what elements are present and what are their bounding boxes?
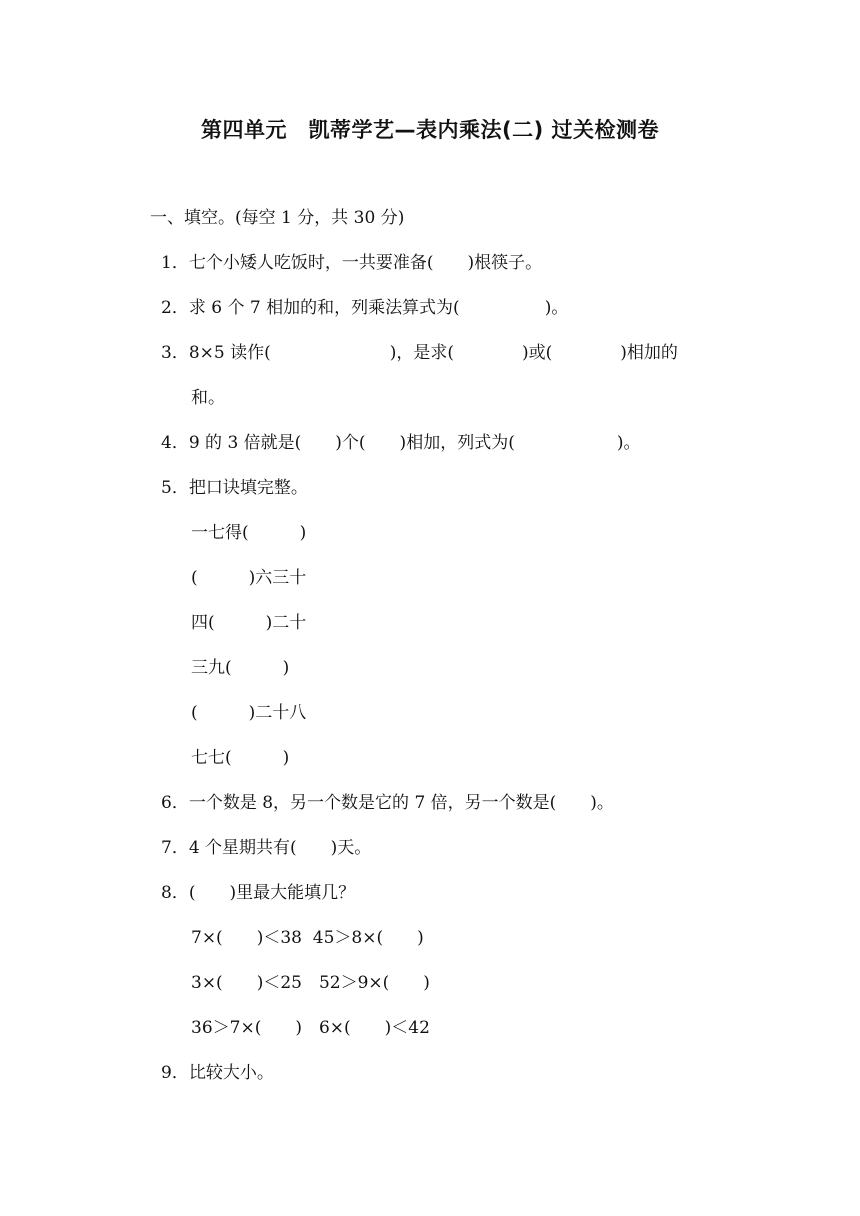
question-1: 1．七个小矮人吃饭时，一共要准备( )根筷子。	[161, 253, 543, 273]
question-2: 2．求 6 个 7 相加的和，列乘法算式为( )。	[161, 298, 569, 318]
question-9: 9．比较大小。	[161, 1063, 274, 1083]
inequality-line: 36＞7×( ) 6×( )＜42	[191, 1018, 430, 1038]
question-5: 5．把口诀填完整。	[161, 478, 308, 498]
section-heading: 一、填空。(每空 1 分，共 30 分)	[150, 208, 405, 228]
inequality-line: 3×( )＜25 52＞9×( )	[191, 973, 430, 993]
rhyme-line: ( )二十八	[191, 703, 307, 723]
rhyme-line: 七七( )	[191, 748, 290, 768]
rhyme-line: 四( )二十	[191, 613, 307, 633]
inequality-line: 7×( )＜38 45＞8×( )	[191, 928, 424, 948]
rhyme-line: 三九( )	[191, 658, 290, 678]
question-3-continuation: 和。	[191, 388, 225, 408]
question-7: 7．4 个星期共有( )天。	[161, 838, 372, 858]
question-6: 6．一个数是 8，另一个数是它的 7 倍，另一个数是( )。	[161, 793, 614, 813]
question-4: 4．9 的 3 倍就是( )个( )相加，列式为( )。	[161, 433, 641, 453]
page-title: 第四单元 凯蒂学艺—表内乘法(二) 过关检测卷	[200, 118, 659, 142]
question-8: 8．( )里最大能填几？	[161, 883, 356, 903]
question-3: 3．8×5 读作( )，是求( )或( )相加的	[161, 343, 678, 363]
rhyme-line: 一七得( )	[191, 523, 307, 543]
rhyme-line: ( )六三十	[191, 568, 307, 588]
